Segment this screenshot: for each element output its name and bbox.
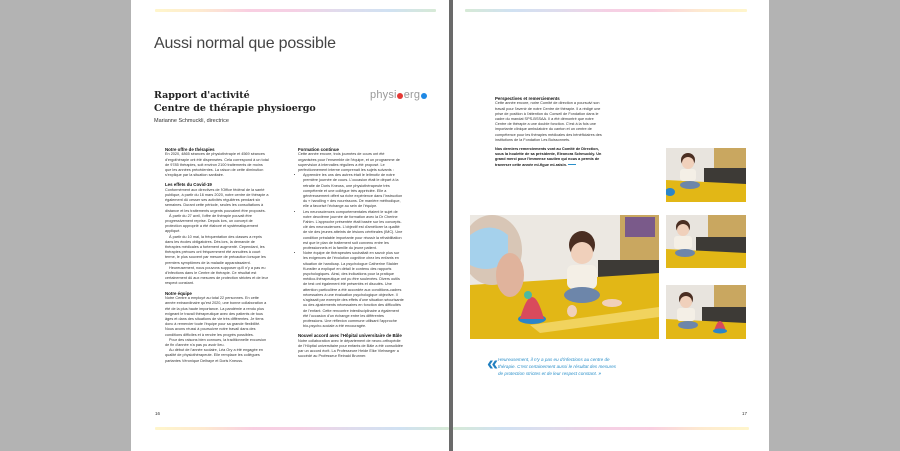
- paragraph: Conformément aux directives de l'Office fédéral de la santé publique, à partir du 16 mars 2020, notre centre de thérapie a également dû cesser ses activités régulières pendant six semaines. Durant cette période, seules les consultations à distance et les traitements urgents pouvaient être proposés.: [165, 187, 269, 213]
- rainbow-divider-bottom: [453, 427, 749, 430]
- section-heading: Formation continue: [298, 147, 339, 152]
- report-line-2: Centre de thérapie physioergo: [154, 103, 316, 114]
- paragraph: Heureusement, nous pouvons supposer qu'il n'y a pas eu d'infections dans le Centre de thérapie. Ce résultat est certainement dû aux mesures de protection strictes et de leur respect constant.: [165, 265, 268, 286]
- photo-illustration: [666, 285, 746, 339]
- paragraph: À partir du 27 avril, l'offre de thérapie pouvait être progressivement reprise. Depuis lors, un concept de protection approprié a été élaboré et systématiquement appliqué.: [165, 213, 259, 234]
- section-heading: Notre offre de thérapies: [165, 147, 215, 152]
- photo-child-with-toy-3: [666, 285, 746, 339]
- section-heading: Les effets du Covid-19: [165, 182, 212, 188]
- photo-illustration: [470, 215, 659, 339]
- rainbow-divider-top: [465, 9, 747, 12]
- paragraph: Cette année encore, trois journées de cours ont été organisées pour l'ensemble de l'équipe, et un programme de supervision à intervalles réguliers a été proposé. Le perfectionnement interne comprenait les sujets suivants :: [298, 152, 400, 173]
- paragraph: Au début de l'année scolaire, Léa Ory a été engagée en qualité de physiothérapeute. Elle remplace les collègues partantes Véronique Delhaye et Doris Kneuss.: [165, 348, 264, 363]
- paragraph: À partir du 10 mai, la fréquentation des classes a repris dans les écoles obligatoires. Dès lors, la demande de thérapies médicales a fortement augmenté. Cependant, les thérapies prévues ont fréquemment été annulées à court terme, le plus souvent par mesure de précaution lorsque les premiers symptômes de la maladie apparaissaient.: [165, 234, 266, 265]
- closing-text: Nos derniers remerciements vont au Comité de Direction, sous la houlette de sa présidente, Eleonora Schmuckly. Un grand merci pour l'immense soutien qui nous a permis de traverser cette année mi-figue mi-raisin.: [495, 147, 602, 167]
- quote-text: Heureusement, il n'y a pas eu d'infections au centre de thérapie. C'est certainement aussi le résultat des mesures de protection strictes et de leur respect constant.: [498, 357, 617, 376]
- left-page: [131, 0, 449, 451]
- paragraph: En 2020, 4865 séances de physiothérapie et 4569 séances d'ergothérapie ont été dispensées. Cela correspond à un total de 9785 thérapies, soit environ 2100 traitements de moins que les années précédentes. La raison de cette diminution s'explique par la situation sanitaire.: [165, 152, 269, 178]
- pull-quote: [498, 356, 618, 377]
- page-number: 17: [742, 411, 748, 416]
- report-line-1: Rapport d'activité: [154, 90, 250, 101]
- left-column-1: [165, 147, 269, 368]
- page-number: 16: [155, 411, 161, 416]
- quote-close-icon: »: [598, 371, 601, 376]
- logo-text-part2: erg: [403, 89, 421, 101]
- author-line: Marianne Schmuckli, directrice: [154, 118, 229, 124]
- logo-text-part1: physi: [370, 89, 397, 101]
- rainbow-divider-bottom: [155, 427, 449, 430]
- photo-child-with-toy-1: [666, 148, 746, 202]
- training-topics-list: [298, 173, 404, 329]
- page-title: Aussi normal que possible: [154, 35, 336, 52]
- photo-child-with-toy-2: [666, 215, 746, 268]
- quote-open-icon: «: [487, 353, 499, 375]
- section-heading: Perspectives et remerciements: [495, 96, 560, 101]
- list-item: • Apprendre les uns des autres était le leitmotiv de notre première journée de cours. L'occasion était le départ à la retraite de Doris Kneuss, une physiothérapeute très compétente et une collègue très appréciée. Elle a généreusement offert sa riche expérience dans l'instruction du « handling » des nourrissons. De manière méthodique, elle a favorisé l'échange au sein de l'équipe.: [303, 173, 404, 209]
- section-heading: Notre équipe: [165, 290, 192, 296]
- logo-red-dot-icon: [397, 93, 403, 99]
- section-heading: Nouvel accord avec l'Hôpital universitaire de Bâle: [298, 333, 402, 339]
- paragraph: Notre collaboration avec le département de neuro-orthopédie de l'Hôpital universitaire pour enfants de Bâle a été consolidée par un accord écrit. La Professeure Heide Elke Viehweger a succédé au Professeur Reinald Brunner.: [298, 338, 403, 359]
- left-column-2: [298, 147, 404, 364]
- paragraph: Cette année encore, notre Comité de direction a poursuivi son travail pour l'avenir de notre Centre de thérapie. Il a rédigé une prise de position à l'attention du Conseil de Fondation dans le cadre du mandat SPS-BSSAA. Il a été démontré que notre Centre de thérapie a une double fonction. C'est à la fois une importante clinique ambulatoire du canton et un centre de compétence pour les thérapies médicales des bénéficiaires des institutions de la Fondation Les Buissonnets.: [495, 101, 602, 142]
- physioergo-logo: [370, 89, 427, 101]
- photo-illustration: [666, 148, 746, 202]
- photo-illustration: [666, 215, 746, 268]
- closing-thanks: [495, 147, 603, 168]
- logo-blue-dot-icon: [421, 93, 427, 99]
- right-page: [453, 0, 769, 451]
- report-heading: [154, 89, 316, 115]
- paragraph: Pour des raisons bien connues, la traditionnelle excursion de fin d'année n'a pas pu avoir lieu.: [165, 337, 267, 347]
- right-column-1: [495, 96, 603, 172]
- photo-therapist-clapping-with-child: [470, 215, 659, 339]
- paragraph: Notre Centre a employé au total 22 personnes. En cette année extraordinaire qu'est 2020, une bonne collaboration a été de la plus haute importance. La pandémie a rendu plus exigeant le travail thérapeutique avec des patients de tous âges et dans des situations de vie très différentes. Je tiens donc à remercier toute l'équipe pour sa grande flexibilité. Nous avons réussi à poursuivre notre travail dans des conditions difficiles et à rendre les progrès possibles.: [165, 296, 267, 337]
- end-mark-icon: [568, 164, 576, 166]
- list-item: • Notre équipe de thérapeutes souhaitait en savoir plus sur les exigences de l'évolution cognitive chez les enfants en situation de handicap. La psychologue Catherine Stalder Kunstler a expliqué en détail le contenu des rapports psychologiques. Ainsi, des indications pour la pratique médico-thérapeutique ont pu être soulevées. Divers outils de test ont également été présentés et discutés. Une attention particulière a été accordée aux conditions-cadres nécessaires à une évaluation psychologique objective. Il s'agissait par exemple des effets d'une situation sécurisante ou des ajustements nécessaires en fonction des difficultés de l'enfant. Cette rencontre interdisciplinaire a également été l'occasion d'un échange entre les différentes professions. Une réflexion commune utilisant l'approche bio-psycho-sociale a été encouragée.: [303, 251, 404, 329]
- list-item: • Les neurosciences comportementales étaient le sujet de notre deuxième journée de formation avec la Dr Cherine Fahim. L'approche présentée était basée sur les concepts-clé des neurosciences. L'objectif est d'améliorer la qualité de vie des jeunes atteints de lésions cérébrales (IMC). Une condition préalable importante pour réussir la réhabilitation est que le plan de traitement soit convenu entre les professionnels et la famille du jeune patient.: [303, 210, 404, 252]
- rainbow-divider-top: [155, 9, 436, 12]
